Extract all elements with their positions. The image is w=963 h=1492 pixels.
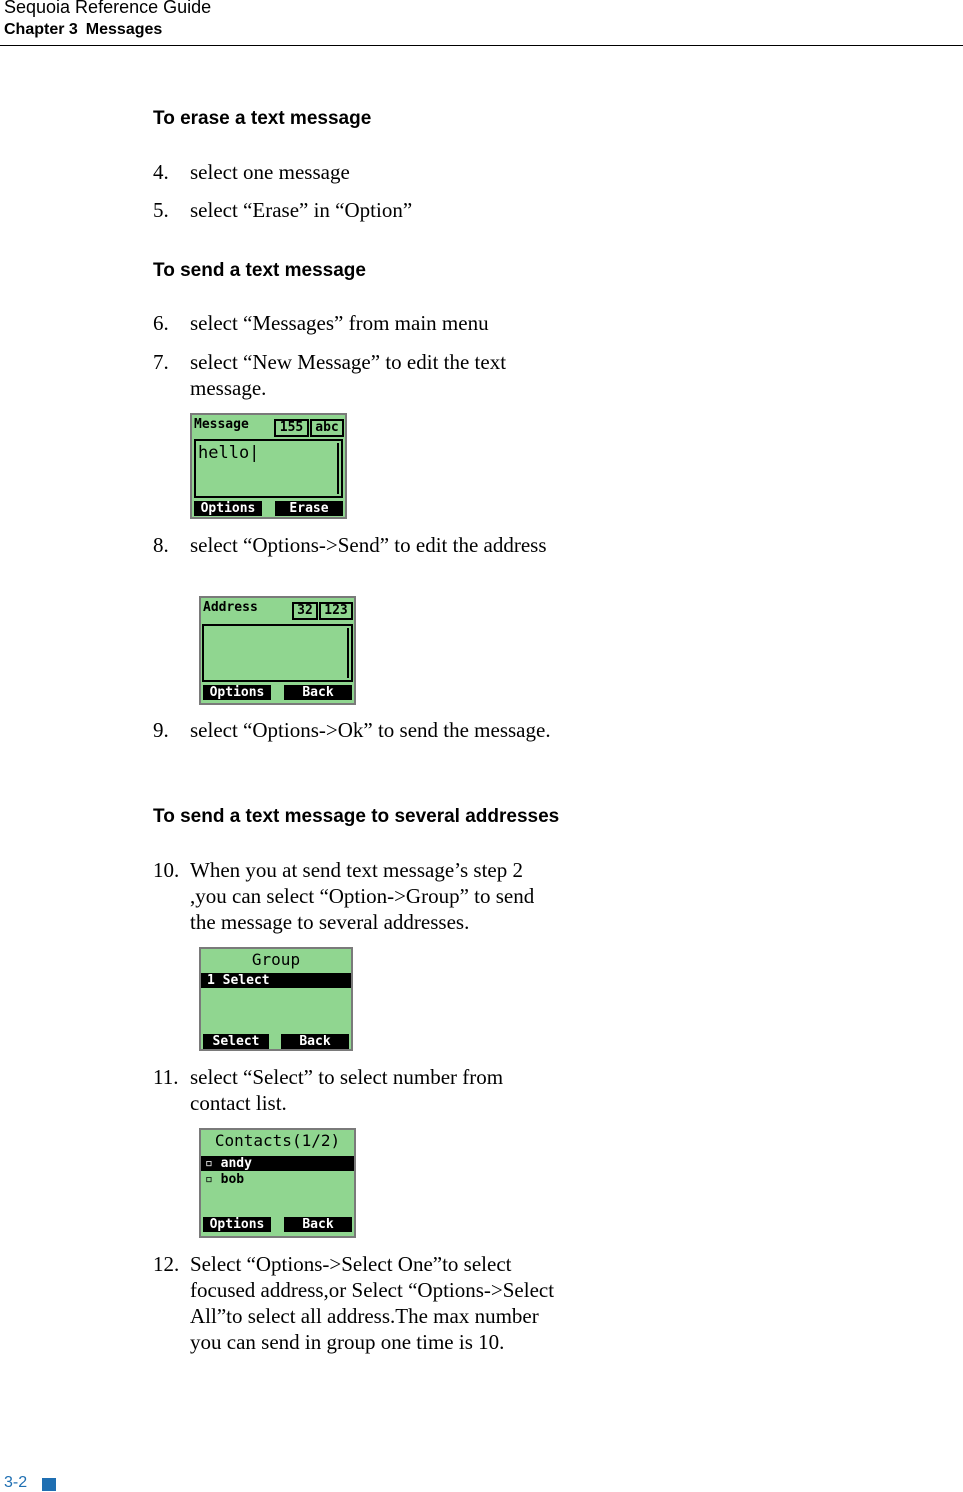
screen-title: Message: [194, 417, 249, 432]
contact-list-item[interactable]: ▫ bob: [205, 1172, 245, 1187]
step-item: [153, 532, 553, 558]
step-number: 9.: [153, 718, 169, 742]
guide-title: Sequoia Reference Guide: [4, 0, 212, 17]
step-number: 7.: [153, 350, 169, 374]
input-mode-indicator: abc: [310, 419, 344, 437]
phone-screen-address: [199, 596, 356, 705]
chapter-label: Chapter 3: [4, 21, 78, 38]
page-marker-square: [42, 1478, 56, 1491]
options-softkey[interactable]: Options: [194, 501, 262, 516]
step-text: Select “Options->Select One”to select focused address,or Select “Options->Select All”to select all address.The max number you can send in group one time is 10.: [190, 1252, 555, 1354]
chapter-name: Messages: [85, 21, 163, 38]
step-number: 10.: [153, 858, 180, 882]
screen-title: Address: [203, 600, 258, 615]
step-number: 4.: [153, 160, 169, 184]
running-header: [0, 0, 963, 46]
step-text: select “Options->Send” to edit the address: [190, 533, 547, 557]
step-item: [153, 1064, 553, 1116]
step-item: [153, 349, 553, 401]
char-counter: 155: [274, 419, 309, 437]
message-content: hello|: [198, 443, 260, 463]
step-text: When you at send text message’s step 2 ,you can select “Option->Group” to send the message to several addresses.: [190, 858, 535, 934]
phone-screen-group: [199, 947, 353, 1051]
step-item: [153, 310, 573, 336]
phone-screen-message: [190, 413, 347, 519]
back-softkey[interactable]: Back: [284, 685, 352, 700]
section-title-send: To send a text message: [153, 260, 366, 281]
address-edit-box[interactable]: [202, 624, 353, 682]
options-softkey[interactable]: Options: [203, 1217, 271, 1232]
step-text: select “Options->Ok” to send the message.: [190, 718, 551, 742]
step-text: select “New Message” to edit the text message.: [190, 350, 507, 400]
scrollbar: [337, 443, 339, 494]
step-item: [153, 717, 553, 743]
step-number: 11.: [153, 1065, 179, 1089]
step-number: 6.: [153, 311, 169, 335]
step-text: select “Erase” in “Option”: [190, 198, 413, 222]
char-counter: 32: [292, 602, 318, 620]
contact-list-item[interactable]: ▫ andy: [201, 1156, 354, 1171]
step-number: 8.: [153, 533, 169, 557]
erase-softkey[interactable]: Erase: [275, 501, 343, 516]
step-item: [153, 857, 563, 935]
page-number: 3-2: [4, 1474, 28, 1491]
step-text: select “Select” to select number from contact list.: [190, 1065, 504, 1115]
options-softkey[interactable]: Options: [203, 685, 271, 700]
back-softkey[interactable]: Back: [281, 1034, 349, 1049]
chapter-heading: [4, 21, 162, 39]
section-title-group: To send a text message to several addresses: [153, 806, 560, 827]
step-item: [153, 197, 573, 223]
step-number: 5.: [153, 198, 169, 222]
input-mode-indicator: 123: [319, 602, 353, 620]
step-text: select one message: [190, 160, 350, 184]
message-edit-box[interactable]: [194, 439, 343, 498]
screen-title: Group: [251, 950, 301, 969]
list-item[interactable]: 1 Select: [201, 973, 351, 988]
phone-screen-contacts: [199, 1128, 356, 1238]
select-softkey[interactable]: Select: [203, 1034, 269, 1049]
step-number: 12.: [153, 1252, 180, 1276]
scrollbar: [347, 628, 349, 678]
back-softkey[interactable]: Back: [284, 1217, 352, 1232]
step-item: [153, 1251, 563, 1355]
section-title-erase: To erase a text message: [153, 108, 372, 129]
step-item: [153, 159, 573, 185]
screen-title: Contacts(1/2): [214, 1131, 341, 1150]
step-text: select “Messages” from main menu: [190, 311, 489, 335]
